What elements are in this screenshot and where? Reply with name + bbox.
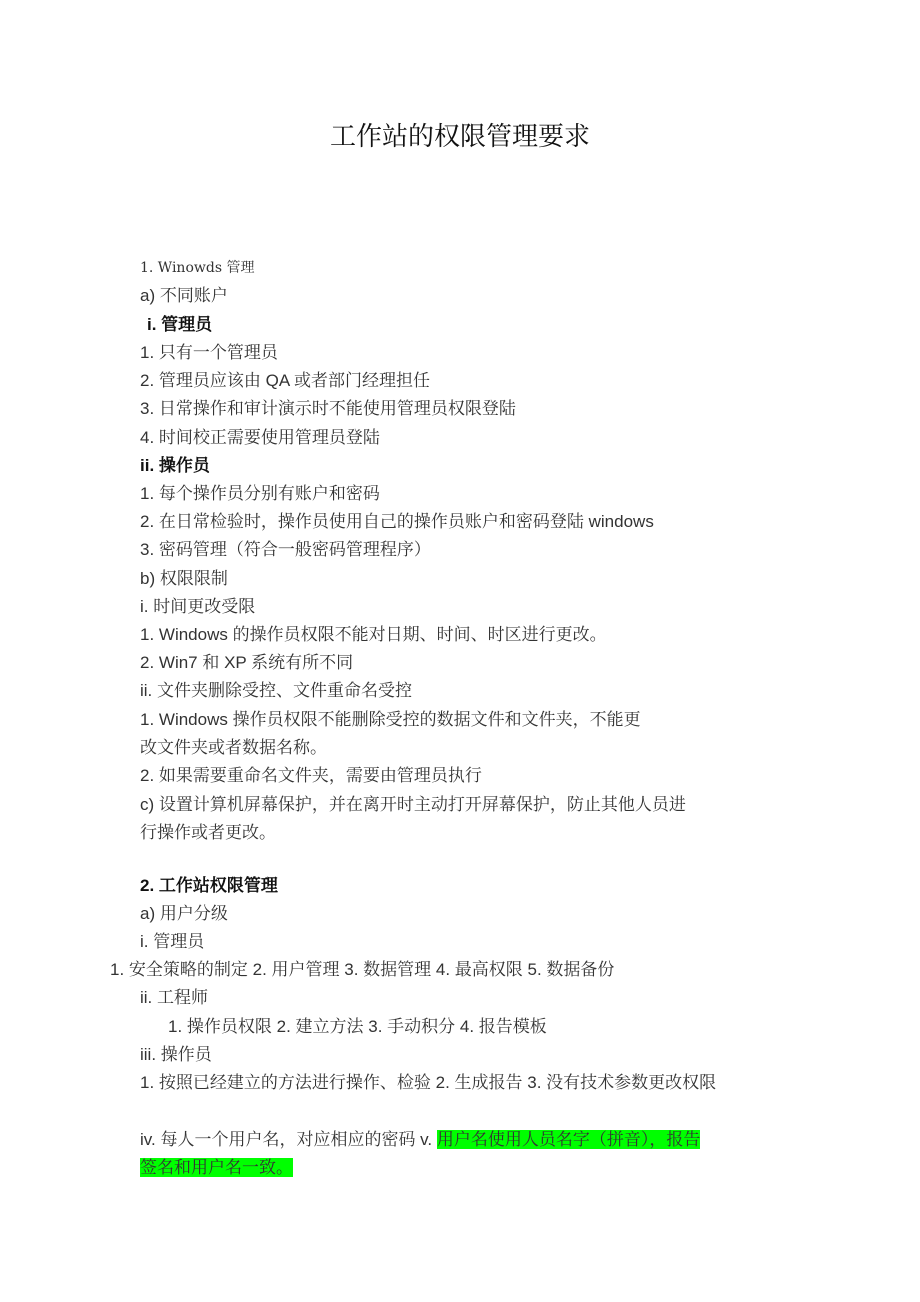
list-item: 改文件夹或者数据名称。: [140, 738, 327, 757]
list-item: i. 时间更改受限: [140, 597, 256, 616]
list-item: [140, 1129, 700, 1151]
list-item: 1. Windows 的操作员权限不能对日期、时间、时区进行更改。: [140, 625, 607, 644]
list-item: a) 不同账户: [140, 286, 228, 305]
highlighted-text: 用户名使用人员名字（拼音），报告: [436, 1130, 701, 1149]
subsection-heading: i. 管理员: [147, 315, 213, 334]
list-item: c) 设置计算机屏幕保护，并在离开时主动打开屏幕保护，防止其他人员进: [140, 795, 686, 814]
section-heading: 2. 工作站权限管理: [140, 876, 278, 895]
list-item: i. 管理员: [140, 932, 205, 951]
list-item-text: iv. 每人一个用户名，对应相应的密码 v.: [140, 1130, 437, 1149]
list-item: ii. 文件夹删除受控、文件重命名受控: [140, 681, 412, 700]
list-item: 1. 每个操作员分别有账户和密码: [140, 484, 380, 503]
list-item: 1. 操作员权限 2. 建立方法 3. 手动积分 4. 报告模板: [168, 1017, 547, 1036]
list-item: 2. 如果需要重命名文件夹，需要由管理员执行: [140, 766, 482, 785]
list-item: a) 用户分级: [140, 904, 228, 923]
list-item: 行操作或者更改。: [140, 823, 276, 842]
list-item: iii. 操作员: [140, 1045, 212, 1064]
section-heading: 1. Winowds 管理: [140, 260, 255, 276]
subsection-heading: ii. 操作员: [140, 456, 210, 475]
list-item: 3. 日常操作和审计演示时不能使用管理员权限登陆: [140, 399, 516, 418]
list-item: 2. Win7 和 XP 系统有所不同: [140, 653, 354, 672]
highlighted-text: 签名和用户名一致。: [140, 1158, 293, 1177]
list-item: b) 权限限制: [140, 569, 228, 588]
list-item: 1. 按照已经建立的方法进行操作、检验 2. 生成报告 3. 没有技术参数更改权限: [140, 1073, 717, 1092]
list-item: 2. 在日常检验时，操作员使用自己的操作员账户和密码登陆 windows: [140, 512, 654, 531]
list-item: ii. 工程师: [140, 988, 208, 1007]
list-item: 1. 安全策略的制定 2. 用户管理 3. 数据管理 4. 最高权限 5. 数据备份: [110, 960, 615, 979]
list-item: [140, 1157, 293, 1179]
list-item: 2. 管理员应该由 QA 或者部门经理担任: [140, 371, 430, 390]
list-item: 4. 时间校正需要使用管理员登陆: [140, 428, 380, 447]
list-item: 1. Windows 操作员权限不能删除受控的数据文件和文件夹，不能更: [140, 710, 641, 729]
list-item: 3. 密码管理（符合一般密码管理程序）: [140, 540, 431, 559]
document-title: 工作站的权限管理要求: [329, 122, 590, 152]
list-item: 1. 只有一个管理员: [140, 343, 278, 362]
